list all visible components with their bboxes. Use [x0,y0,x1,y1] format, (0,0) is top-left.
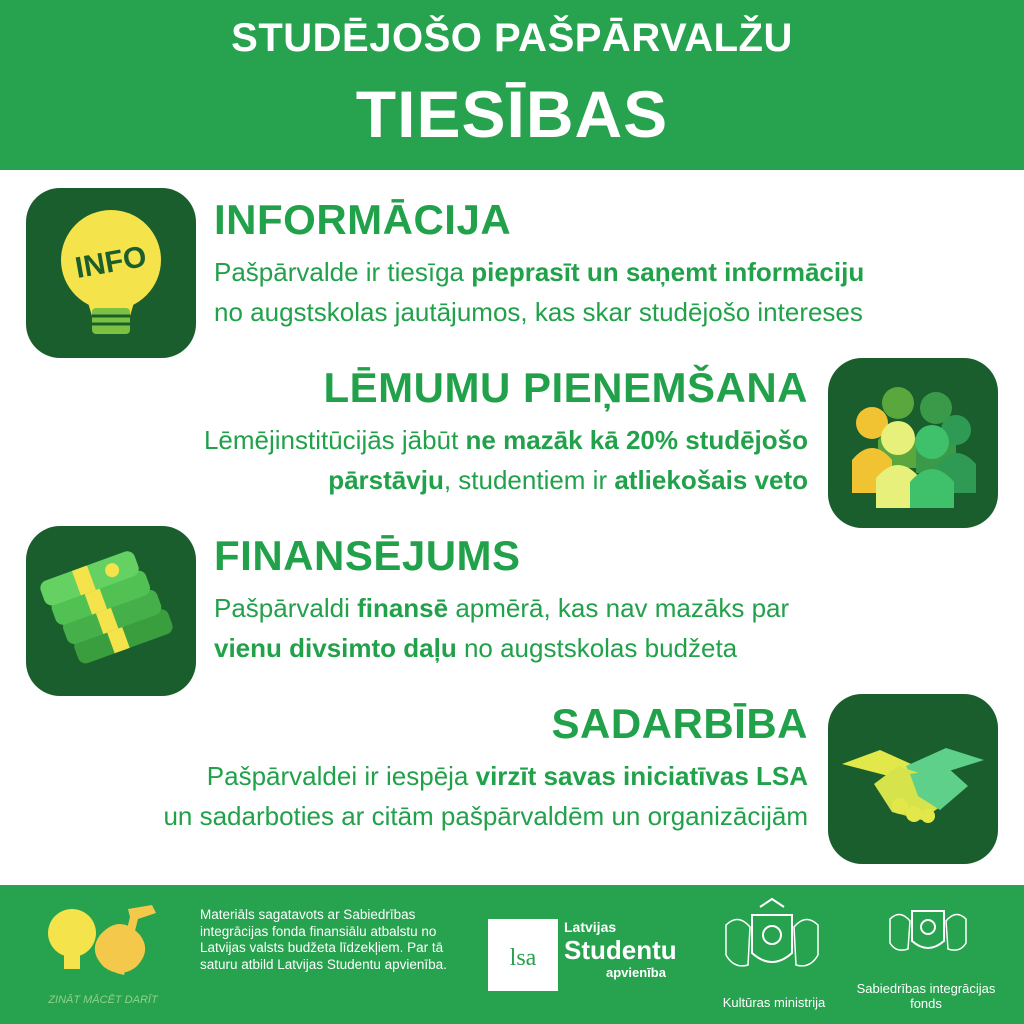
info-lightbulb-icon [26,188,196,358]
project-logo [28,895,178,1015]
footer [0,885,1024,1024]
header-subtitle: STUDĒJOŠO PAŠPĀRVALŽU [231,16,793,60]
section-body-line: Lēmējinstitūcijās jābūt ne mazāk kā 20% studējošo [203,425,808,455]
fund-label-line1: Sabiedrības integrācijas [856,981,996,996]
section-body-line: no augstskolas jautājumos, kas skar studējošo intereses [214,297,863,327]
fund-label-line2: fonds [910,996,942,1011]
section-body-line: Pašpārvalde ir tiesīga pieprasīt un saņemt informāciju [214,257,865,287]
section-body-line: vienu divsimto daļu no augstskolas budžeta [214,633,738,663]
header-banner [0,0,1024,170]
funding-statement: Materiāls sagatavots ar Sabiedrības integrācijas fonda finansiālu atbalstu no Latvijas valsts budžeta līdzekļiem. Par tā saturu atbild Latvijas Studentu apvienība. [200,907,447,972]
lsa-logo-line2: Studentu [564,935,677,965]
section-title-cooperation: SADARBĪBA [551,700,808,747]
section-body-decision-making [204,420,808,500]
lsa-logo-line3: apvienība [606,965,666,980]
people-group-icon [828,358,998,528]
svg-text:INFO: INFO [72,240,150,285]
section-body-line: un sadarboties ar citām pašpārvaldēm un organizācijām [163,801,808,831]
handshake-icon [828,694,998,864]
section-body-funding [214,588,789,668]
ministry-label: Kultūras ministrija [722,995,826,1010]
section-body-line: pārstāvju, studentiem ir atliekošais veto [328,465,808,495]
header-title: TIESĪBAS [355,77,669,151]
lsa-logo [488,919,688,999]
lsa-logo-mark: lsa [488,919,558,991]
section-title-information: INFORMĀCIJA [214,196,512,243]
section-body-line: Pašpārvaldei ir iespēja virzīt savas iniciatīvas LSA [206,761,808,791]
section-body-line: Pašpārvaldi finansē apmērā, kas nav mazāks par [214,593,790,623]
section-body-information [214,252,864,332]
fund-coat-of-arms-icon [878,897,978,967]
fund-label [846,981,1006,1011]
money-stack-icon [26,526,196,696]
section-body-cooperation [163,756,808,836]
latvia-coat-of-arms-icon [712,895,832,985]
section-title-decision-making: LĒMUMU PIEŅEMŠANA [323,364,808,411]
project-logo-text: ZINĀT MĀCĒT DARĪT [48,994,158,1006]
section-title-funding: FINANSĒJUMS [214,532,521,579]
lsa-logo-line1: Latvijas [564,919,617,935]
